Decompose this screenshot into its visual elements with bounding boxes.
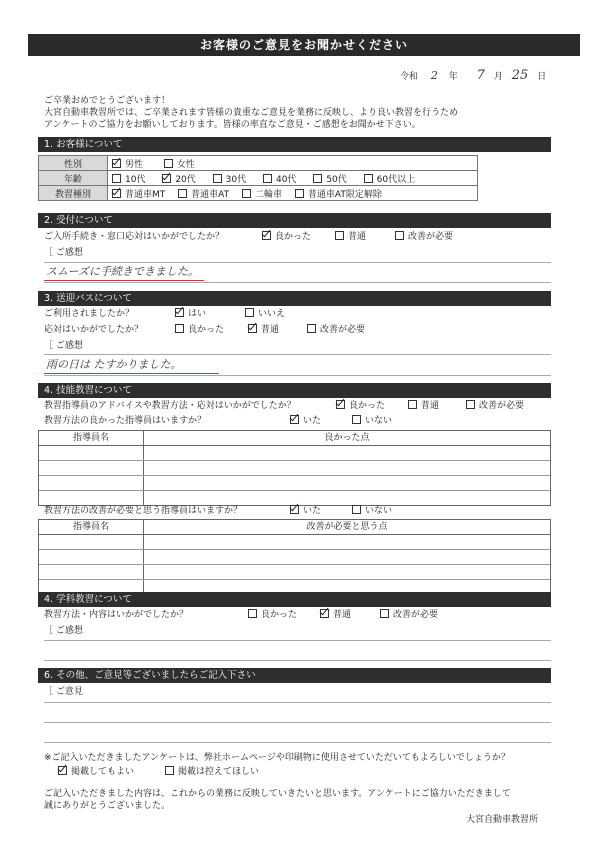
other-comment-label: ［ ご意見 — [44, 687, 83, 697]
section-4-header: 4. 技能教習について — [38, 383, 551, 398]
gender-option-female[interactable]: 女性 — [164, 160, 195, 170]
section-1-header: 1. お客様について — [38, 137, 551, 152]
bus-comment-label: ［ ご感想 — [44, 341, 83, 351]
section-2-header: 2. 受付について — [38, 213, 551, 228]
bus-service-question: 応対はいかがでしたか？ — [44, 325, 144, 335]
lecture-option-improve[interactable]: 改善が必要 — [380, 609, 438, 621]
bus-comment-handwriting[interactable]: 雨の日は たすかりました。 — [46, 358, 182, 371]
bus-service-option-good[interactable]: 良かった — [175, 324, 224, 336]
date-era: 令和 — [400, 72, 419, 82]
intro-line-3: アンケートのご協力をお願いしております。皆様の率直なご意見・ご感想をお聞かせ下さい。 — [44, 120, 421, 130]
bus-service-option-improve[interactable]: 改善が必要 — [307, 324, 365, 336]
good-instructor-question: 教習方法の良かった指導員はいますか？ — [44, 416, 207, 426]
age-option-50s[interactable]: 50代 — [313, 175, 346, 185]
advice-option-good[interactable]: 良かった — [336, 400, 385, 412]
course-option-at[interactable]: 普通車AT — [178, 190, 229, 200]
date-day-unit: 日 — [537, 72, 547, 82]
comment-line — [44, 354, 551, 355]
comment-line — [44, 262, 551, 263]
table-row[interactable] — [39, 535, 550, 550]
customer-info-table — [38, 155, 478, 201]
bus-service-option-normal[interactable]: 普通 — [248, 324, 279, 336]
advice-option-improve[interactable]: 改善が必要 — [466, 400, 524, 412]
consent-option-allow[interactable]: 掲載してもよい — [58, 766, 134, 778]
signature: 大宮自動車教習所 — [466, 815, 539, 825]
table-row[interactable] — [39, 446, 550, 461]
age-option-20s[interactable]: 20代 — [162, 175, 195, 185]
comment-line — [44, 282, 551, 283]
instructor-advice-question: 教習指導員のアドバイスや教習方法・応対はいかがでしたか？ — [44, 401, 296, 411]
closing-line-2: 誠にありがとうございました。 — [44, 801, 171, 811]
bus-usage-option-no[interactable]: いいえ — [245, 308, 285, 320]
date-month[interactable]: 7 — [476, 68, 485, 83]
comment-line — [44, 375, 551, 376]
instructor-name-header: 指導員名 — [39, 520, 144, 534]
closing-line-1: ご記入いただきました内容は、これからの業務に反映していきたいと思います。アンケートにご協力いただきまして — [44, 789, 511, 799]
age-option-60s[interactable]: 60代以上 — [364, 175, 415, 185]
improve-point-header: 改善が必要と思う点 — [306, 522, 388, 532]
improve-instructor-option-no[interactable]: いない — [352, 505, 392, 517]
date-year[interactable]: 2 — [430, 69, 438, 82]
comment-line — [44, 742, 551, 743]
table-row[interactable] — [39, 476, 550, 491]
good-point-header: 良かった点 — [324, 433, 370, 443]
section-5-header: 4. 学科教習について — [38, 592, 551, 607]
gender-label: 性別 — [39, 156, 108, 171]
instructor-name-header: 指導員名 — [39, 431, 144, 445]
lecture-question: 教習方法・内容はいかがでしたか？ — [44, 610, 189, 620]
comment-line — [44, 702, 551, 703]
bus-usage-option-yes[interactable]: はい — [175, 308, 206, 320]
reception-option-improve[interactable]: 改善が必要 — [395, 231, 453, 243]
course-option-mt[interactable]: 普通車MT — [112, 190, 165, 200]
course-options — [108, 186, 478, 201]
reception-option-normal[interactable]: 普通 — [335, 231, 366, 243]
reception-comment-handwriting[interactable]: スムーズに手続きできました。 — [46, 265, 199, 278]
lecture-comment-label: ［ ご感想 — [44, 626, 83, 636]
comment-line — [44, 660, 551, 661]
section-6-header: 6. その他、ご意見等ございましたらご記入下さい — [38, 668, 551, 683]
date-day[interactable]: 25 — [511, 68, 529, 83]
handwriting-underline — [44, 280, 204, 281]
form-title: お客様のご意見をお聞かせください — [28, 34, 580, 56]
age-options — [108, 171, 478, 186]
lecture-option-good[interactable]: 良かった — [248, 609, 297, 621]
bus-usage-question: ご利用されましたか？ — [44, 309, 135, 319]
course-option-motorcycle[interactable]: 二輪車 — [242, 190, 282, 200]
consent-option-decline[interactable]: 掲載は控えてほしい — [165, 766, 259, 778]
improve-instructor-table — [38, 519, 551, 595]
intro-line-2: 大宮自動車教習所では、ご卒業されます皆様の貴重なご意見を業務に反映し、より良い教習を行うため — [44, 108, 459, 118]
course-option-at-release[interactable]: 普通車AT限定解除 — [295, 190, 382, 200]
good-instructor-option-no[interactable]: いない — [352, 415, 392, 427]
lecture-option-normal[interactable]: 普通 — [320, 609, 351, 621]
table-row[interactable] — [39, 565, 550, 580]
gender-options — [108, 156, 478, 171]
comment-line — [44, 722, 551, 723]
table-row[interactable] — [39, 550, 550, 565]
intro-line-1: ご卒業おめでとうございます！ — [44, 96, 171, 106]
age-label: 年齢 — [39, 171, 108, 186]
age-option-30s[interactable]: 30代 — [213, 175, 246, 185]
improve-instructor-question: 教習方法の改善が必要と思う指導員はいますか？ — [44, 506, 243, 516]
good-instructor-table — [38, 430, 551, 506]
handwriting-underline — [44, 373, 219, 374]
age-option-40s[interactable]: 40代 — [263, 175, 296, 185]
course-label: 教習種別 — [39, 186, 108, 201]
section-3-header: 3. 送迎バスについて — [38, 291, 551, 306]
improve-instructor-option-yes[interactable]: いた — [290, 505, 321, 517]
comment-line — [44, 640, 551, 641]
reception-option-good[interactable]: 良かった — [262, 231, 311, 243]
good-instructor-option-yes[interactable]: いた — [290, 415, 321, 427]
reception-comment-label: ［ ご感想 — [44, 248, 83, 258]
table-row[interactable] — [39, 461, 550, 476]
date-month-unit: 月 — [493, 72, 503, 82]
date-line — [400, 70, 546, 83]
consent-question: ※ご記入いただきましたアンケートは、弊社ホームページや印刷物に使用させていただいてもよろしいでしょうか？ — [44, 753, 510, 763]
gender-option-male[interactable]: 男性 — [112, 160, 143, 170]
advice-option-normal[interactable]: 普通 — [408, 400, 439, 412]
date-year-unit: 年 — [448, 72, 458, 82]
reception-question: ご入所手続き・窓口応対はいかがでしたか？ — [44, 232, 225, 242]
age-option-10s[interactable]: 10代 — [112, 175, 145, 185]
